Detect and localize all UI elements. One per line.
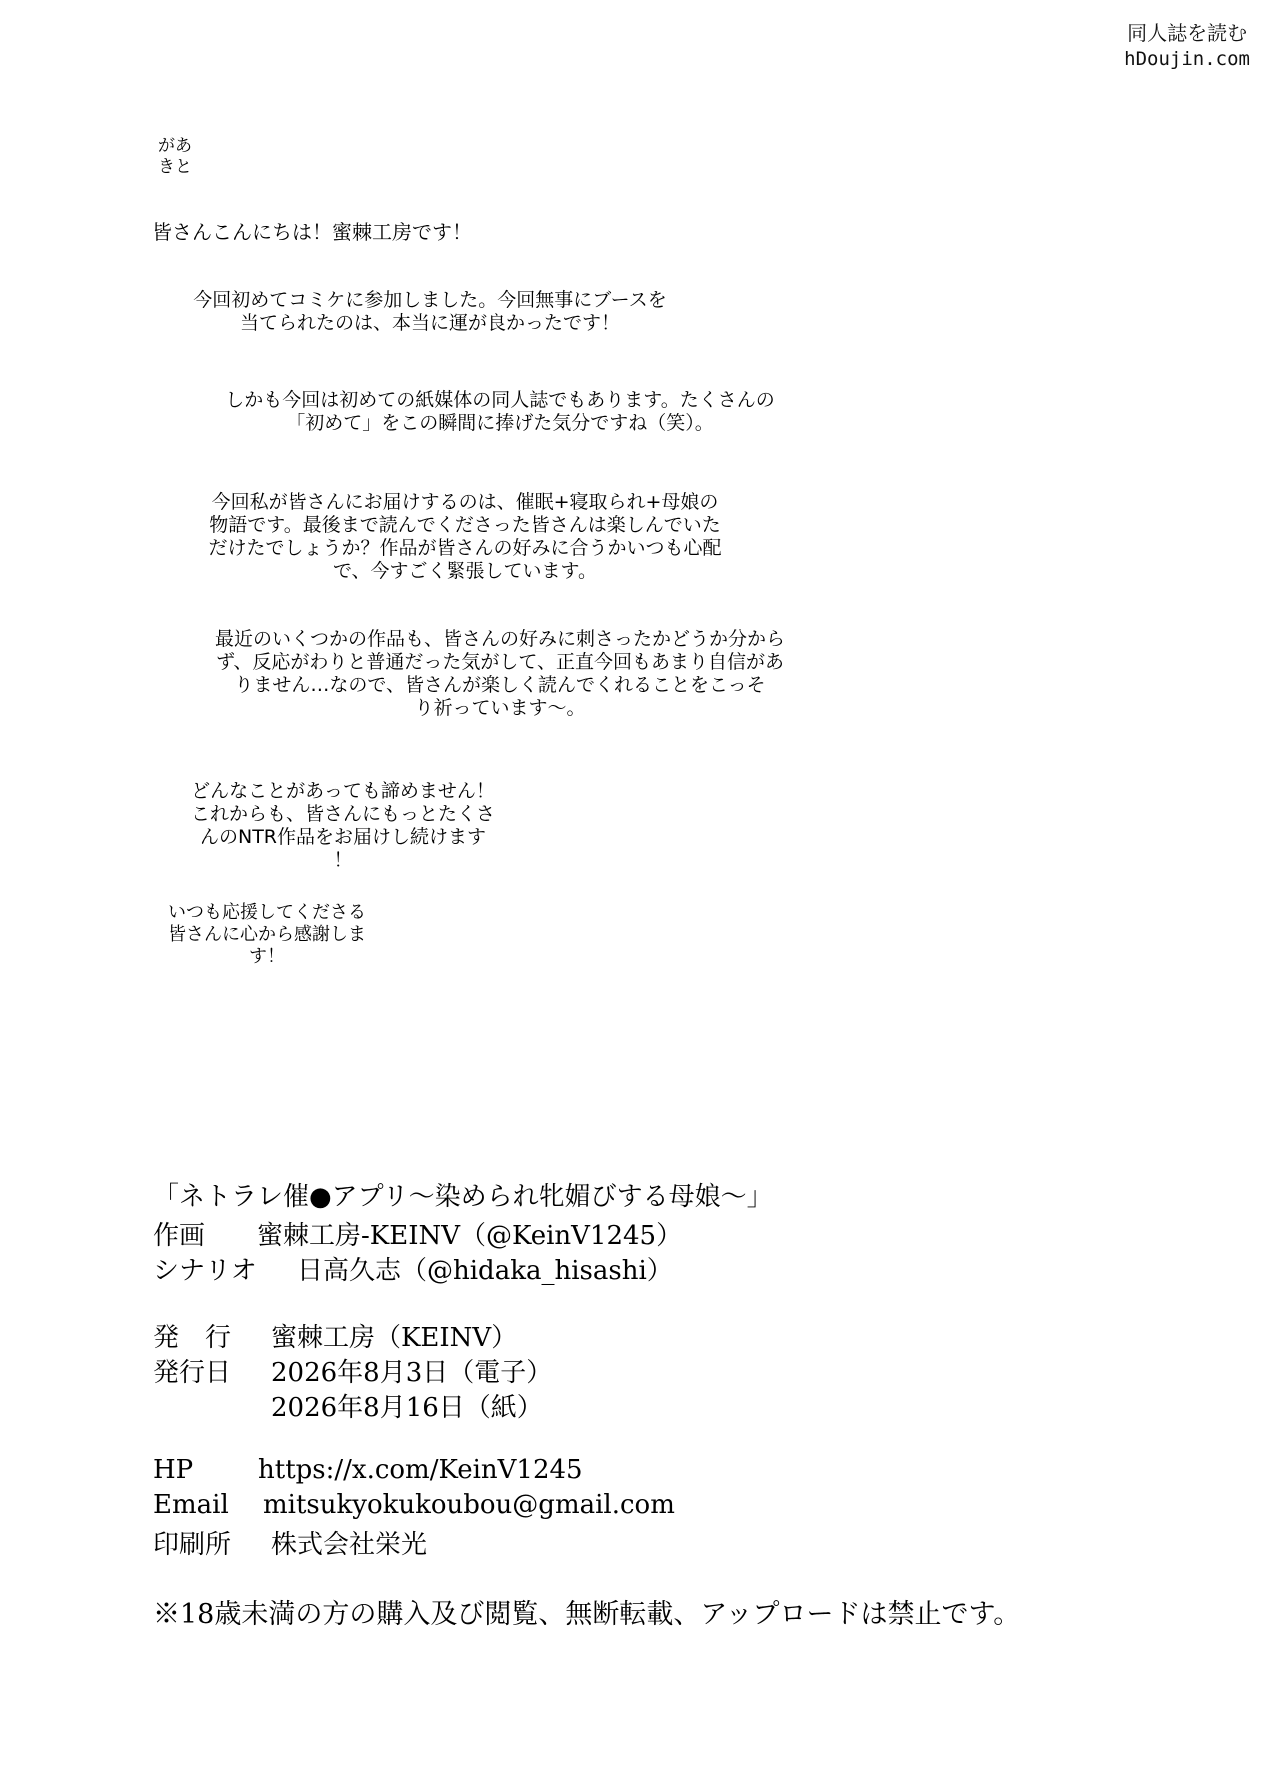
paragraph-line: ず、反応がわりと普通だった気がして、正直今回もあまり自信があ [215,651,785,673]
paragraph-line: で、今すごく緊張しています。 [332,560,598,582]
paragraph-line: ！ [333,849,353,871]
paragraph-line: 物語です。最後まで読んでくださった皆さんは楽しんでいた [209,514,721,536]
date-label: 発行日 [153,1358,232,1388]
hp-value: https://x.com/KeinV1245 [258,1455,583,1485]
paragraph-line: いつも応援してくださる [168,902,366,923]
paragraph-line: 当てられたのは、本当に運が良かったです！ [239,312,620,334]
scenario-label: シナリオ [153,1256,257,1286]
paragraph-2 [150,389,850,435]
paragraph-3 [150,491,780,583]
date-value-digital: 2026年8月3日（電子） [271,1358,553,1388]
paragraph-line: す！ [249,946,285,967]
art-label: 作画 [153,1221,206,1251]
email-label: Email [153,1490,229,1520]
paragraph-line: 最近のいくつかの作品も、皆さんの好みに刺さったかどうか分から [214,628,785,650]
watermark [1124,20,1250,72]
paragraph-line: んのNTR作品をお届けし続けます [199,826,487,848]
publisher-value: 蜜棘工房（KEINV） [271,1323,518,1353]
paragraph-line: 皆さんに心から感謝しま [168,924,366,945]
printer-value: 株式会社栄光 [271,1530,428,1560]
email-value: mitsukyokukoubou@gmail.com [263,1490,675,1520]
paragraph-line: しかも今回は初めての紙媒体の同人誌でもあります。たくさんの [225,389,775,411]
art-value: 蜜棘工房-KEINV（@KeinV1245） [257,1221,683,1251]
book-title: 「ネトラレ催●アプリ〜染められ牝媚びする母娘〜」 [153,1182,773,1212]
paragraph-4 [150,628,850,720]
paragraph-line: りません…なので、皆さんが楽しく読んでくれることをこっそ [234,674,766,696]
hp-label: HP [153,1455,194,1485]
heading-line1: があ [158,136,192,156]
paragraph-line: どんなことがあっても諦めません！ [191,780,495,802]
paragraph-line: り祈っています〜。 [414,697,586,719]
date-value-print: 2026年8月16日（紙） [271,1393,543,1423]
paragraph-line: 今回初めてコミケに参加しました。今回無事にブースを [193,289,667,311]
paragraph-1 [150,289,710,335]
paragraph-line: 今回私が皆さんにお届けするのは、催眠+寝取られ+母娘の [211,491,719,513]
afterword-heading [158,136,192,178]
greeting: 皆さんこんにちは！蜜棘工房です！ [152,220,472,244]
watermark-line2: hDoujin.com [1124,48,1250,70]
scenario-value: 日高久志（@hidaka_hisashi） [297,1256,673,1286]
paragraph-line: だけたでしょうか？作品が皆さんの好みに合うかいつも心配 [208,537,722,559]
printer-label: 印刷所 [153,1530,232,1560]
watermark-line1: 同人誌を読む [1127,21,1248,45]
publisher-label: 発 行 [153,1323,232,1353]
age-restriction-notice: ※18歳未満の方の購入及び閲覧、無断転載、アップロードは禁止です。 [153,1599,1021,1630]
paragraph-line: 「初めて」をこの瞬間に捧げた気分ですね（笑）。 [286,412,714,434]
paragraph-line: これからも、皆さんにもっとたくさ [190,803,495,825]
heading-line2: きと [158,157,192,177]
paragraph-5 [148,780,538,872]
paragraph-6 [152,902,382,968]
